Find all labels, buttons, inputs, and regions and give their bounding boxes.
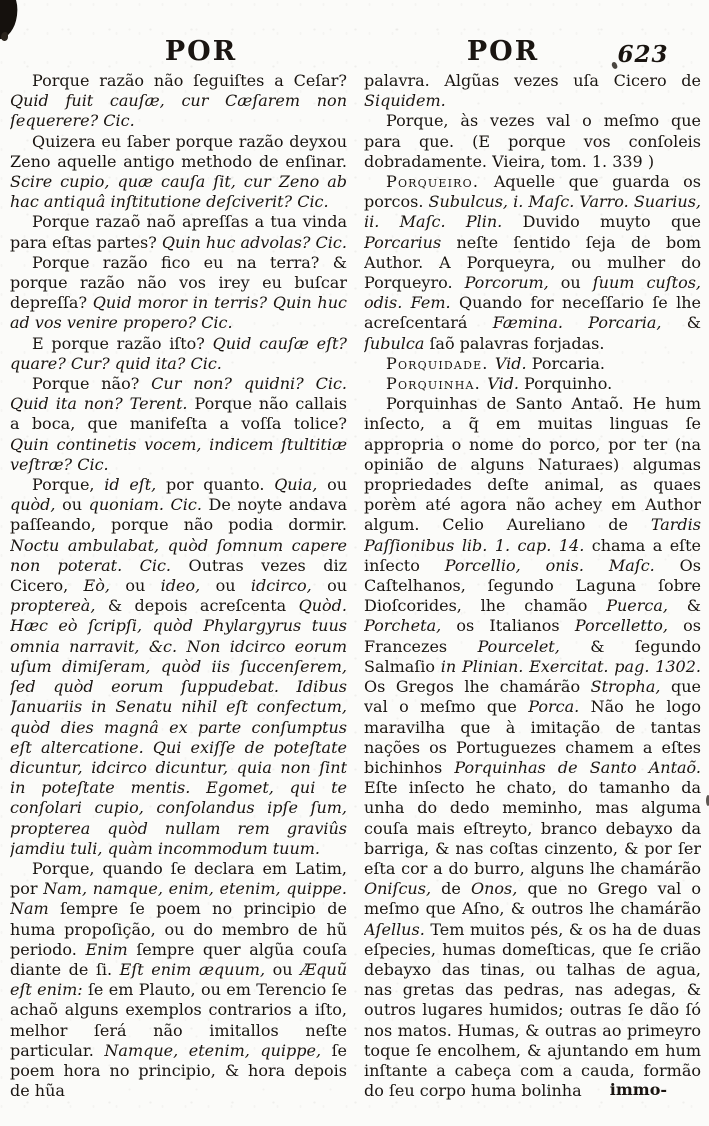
- text-run: De noyte andava paſſeando, porque não podia dormir.: [10, 495, 347, 535]
- text-run: ou: [62, 495, 89, 515]
- text-run: Os Caſtelhanos, ſegundo Laguna ſobre Dioſcorides, lhe chamão: [364, 555, 701, 616]
- page-number: 623: [617, 41, 669, 68]
- text-run: id eſt,: [104, 475, 166, 495]
- entry-paragraph: [364, 172, 701, 354]
- text-run: ſubulca: [364, 333, 430, 353]
- text-run: Porquidade.: [386, 353, 495, 373]
- paragraph: [10, 132, 347, 213]
- text-run: neſte ſentido ſeja de bom Author. A Porqueyra, ou mulher do Porqueyro.: [364, 232, 701, 293]
- text-run: Eſte inſecto he chato, do tamanho da unha do dedo meminho, mas alguma couſa mais eſtreyto, branco debayxo da barriga, & nas coſtas cinzento, & por ſer eſta cor a do burro, alguns lhe chamárão: [364, 778, 701, 878]
- text-run: Quin continetis vocem, indicem ſtultitiæ veſtræ? Cic.: [10, 434, 347, 474]
- text-run: Porque,: [32, 475, 105, 495]
- text-run: Noctu ambulabat, quòd ſomnum capere non poterat. Cic.: [10, 535, 347, 575]
- text-run: Nam, namque, enim, etenim, quippe. Nam: [10, 879, 347, 919]
- text-run: Namque, etenim, quippe,: [104, 1040, 332, 1060]
- text-run: Æquũ eſt enim:: [10, 959, 347, 1000]
- text-run: que val o meſmo que: [364, 677, 701, 717]
- text-run: Porcellio, onis. Maſc.: [444, 555, 680, 575]
- text-run: Tem muitos pés, & os ha de duas eſpecies, humas domeſticas, que ſe crião debayxo das tinas, ou talhas de agua, nas gretas das pedras, nas adegas, & outros lugares humidos; outras ſe dão ſó nos matos. Humas, & outras ao primeyro toque ſe encolhem, & ajuntando em hum inſtante a cabeça com a cauda, formão do ſeu corpo huma bolinha: [364, 919, 701, 1101]
- running-title-left: POR: [164, 36, 238, 67]
- running-title-right: POR: [466, 36, 540, 67]
- paragraph: [10, 212, 347, 252]
- text-run: que no Grego val o meſmo que Aſno, & outros lhe chamárão: [364, 879, 701, 919]
- text-run: Porquinhas de Santo Antaõ. He hum inſecto, a q̃ em muitas linguas ſe appropria o nome do porco, por ter (na opinião de alguns Naturaes) algumas propriedades deſte animal, as quaes porèm até agora não achey em Author algum. Celio Aureliano de: [364, 394, 701, 535]
- text-run: Quin huc advolas? Cic.: [161, 232, 347, 252]
- text-run: ſempre ſe poem no principio de huma propoſição, ou do membro de hũ periodo.: [10, 899, 347, 959]
- text-run: por quanto.: [165, 475, 275, 495]
- text-run: Cur non? quidni? Cic. Quid ita non? Terent.: [10, 374, 347, 414]
- text-run: ſuum cuſtos, odis. Fem.: [364, 273, 701, 313]
- text-run: &: [686, 596, 701, 616]
- text-run: palavra. Algũas vezes uſa Cicero de: [364, 71, 701, 90]
- paragraph: [10, 334, 347, 374]
- text-run: ou: [560, 273, 593, 293]
- text-run: Puerca,: [606, 596, 687, 616]
- text-run: Porquinha.: [386, 374, 488, 394]
- text-run: Porque não?: [32, 374, 152, 394]
- text-run: Quòd. Hæc eò ſcripſi, quòd Phylargyrus tuus omnia narravit, &c. Non idcirco eorum uſum dimiſeram, quòd iis ſuccenſerem, ſed quòd eorum ſuppudebat. Idibus Januariis in Senatu nihil eſt confectum, quòd dies magnâ ex parte conſumptus eſt altercatione. Qui exiſſe de poteſtate dicuntur, idcirco dicuntur, quia non ſint in poteſtate mentis. Egomet, qui te conſolari cupio, conſolandus ipſe ſum, propterea quòd nullam rem graviûs jamdiu tuli, quàm incommodum tuum.: [10, 596, 347, 858]
- text-run: Porque razão fico eu na terra? & porque razão não vos irey eu buſcar depreſſa?: [10, 252, 347, 313]
- text-run: Porcheta,: [364, 616, 457, 636]
- text-run: Vid.: [487, 374, 525, 394]
- text-run: E porque razão iſto?: [32, 333, 213, 353]
- paragraph: [364, 71, 701, 111]
- text-run: chama a eſte inſecto: [364, 535, 701, 575]
- paragraph: [10, 859, 347, 1101]
- text-run: ſe poem hora no principio, & hora depois de hũa: [10, 1040, 347, 1101]
- text-run: ou: [215, 576, 251, 596]
- text-run: Eſt enim æquum,: [119, 959, 273, 979]
- paragraph: [10, 374, 347, 475]
- text-run: Quia,: [274, 475, 328, 495]
- text-run: Stropha,: [590, 677, 671, 697]
- paragraph: [10, 71, 347, 132]
- text-run: ſaõ palavras forjadas.: [429, 333, 605, 353]
- text-run: Porquinhas de Santo Antaõ.: [454, 757, 701, 777]
- text-run: Porque razaõ naõ apreſſas a tua vinda para eſtas partes?: [10, 212, 347, 252]
- text-run: & ſegundo Salmaſio: [364, 636, 701, 676]
- entry-paragraph: [364, 374, 701, 394]
- text-run: Porque razão não ſeguiſtes a Ceſar?: [32, 71, 347, 90]
- text-run: Porcaria.: [531, 353, 605, 373]
- text-run: ou: [125, 576, 161, 596]
- text-run: Quid fuit cauſæ, cur Cæſarem non ſequerere? Cic.: [10, 91, 347, 131]
- text-column-right: [364, 71, 701, 1113]
- text-run: Porcorum,: [464, 273, 561, 293]
- text-run: Porque, quando ſe declara em Latim, por: [10, 858, 347, 899]
- text-run: Quid moror in terris? Quin huc ad vos venire propero? Cic.: [10, 293, 347, 333]
- text-run: Porcarius: [364, 232, 457, 252]
- text-run: Tardis Paſſionibus lib. 1. cap. 14.: [364, 515, 701, 555]
- text-run: Vid.: [494, 353, 532, 373]
- text-run: Duvido muyto que: [522, 212, 701, 232]
- text-run: Porcelletto,: [574, 616, 684, 636]
- text-run: ou: [327, 475, 347, 495]
- text-run: os Francezes: [364, 616, 701, 656]
- paragraph: [364, 111, 701, 172]
- text-run: Os Gregos lhe chamárão: [364, 677, 591, 697]
- entry-paragraph: [364, 354, 701, 374]
- paragraph: [10, 475, 347, 859]
- text-run: Pourcelet,: [477, 636, 591, 656]
- text-run: quoniam. Cic.: [88, 495, 209, 515]
- text-run: Não he logo maravilha que à imitação de tantas nações os Portuguezes chamem a eſtes bichinhos: [364, 697, 701, 777]
- text-run: ſe em Plauto, ou em Terencio ſe achaõ alguns exemplos contrarios a iſto, melhor ſerá não imitallos neſte particular.: [10, 980, 347, 1060]
- text-run: Siquidem.: [364, 91, 446, 111]
- text-run: ſempre quer algũa couſa diante de ſi.: [10, 939, 347, 979]
- text-run: Fæmina. Porcaria,: [492, 313, 687, 333]
- text-run: Porca.: [528, 697, 591, 717]
- text-run: proptereà,: [10, 596, 108, 616]
- text-run: Eò,: [83, 576, 126, 596]
- text-run: Quizera eu ſaber porque razão deyxou Zeno aquelle antigo methodo de enſinar.: [10, 131, 347, 171]
- text-run: Aſellus.: [364, 919, 431, 939]
- text-run: Porque, às vezes val o meſmo que para que. (E porque vos conſoleis dobradamente. Vieira, tom. 1. 339 ): [364, 111, 701, 171]
- text-columns: [10, 71, 702, 1113]
- paragraph: [10, 253, 347, 334]
- text-run: Enim: [85, 939, 137, 959]
- text-run: Aquelle que guarda os porcos.: [364, 172, 701, 212]
- text-run: Scire cupio, quæ cauſa ſit, cur Zeno ab hac antiquâ inſtitutione deſciverit? Cic.: [10, 172, 347, 212]
- text-run: & depois acreſcenta: [107, 596, 299, 616]
- text-run: Porque não callais a boca, que manifeſta a voſſa tolice?: [10, 394, 347, 434]
- text-run: Porqueiro.: [386, 172, 494, 192]
- text-run: quòd,: [10, 495, 63, 515]
- text-run: Quid cauſæ eſt? quare? Cur? quid ita? Cic.: [10, 333, 347, 373]
- text-run: ou: [272, 959, 301, 979]
- paragraph: [364, 394, 701, 1101]
- text-run: Oniſcus,: [364, 879, 442, 899]
- text-run: os Italianos: [456, 616, 575, 636]
- text-run: Quando for neceſſario ſe lhe acreſcentará: [364, 293, 701, 333]
- text-run: ideo,: [160, 576, 216, 596]
- text-run: idcirco,: [250, 576, 328, 596]
- text-run: Outras vezes diz Cicero,: [10, 555, 347, 596]
- text-run: ou: [327, 576, 347, 596]
- text-run: in Plinian. Exercitat. pag. 1302.: [440, 656, 701, 676]
- catchword: immo-: [609, 1080, 667, 1099]
- text-run: Onos,: [471, 879, 528, 899]
- text-run: Porquinho.: [524, 374, 613, 394]
- text-column-left: [10, 71, 347, 1113]
- text-run: Subulcus, i. Maſc. Varro. Suarius, ii. Maſc. Plin.: [364, 192, 701, 232]
- running-header: [0, 36, 709, 70]
- text-run: de: [441, 879, 471, 899]
- text-run: &: [686, 313, 701, 333]
